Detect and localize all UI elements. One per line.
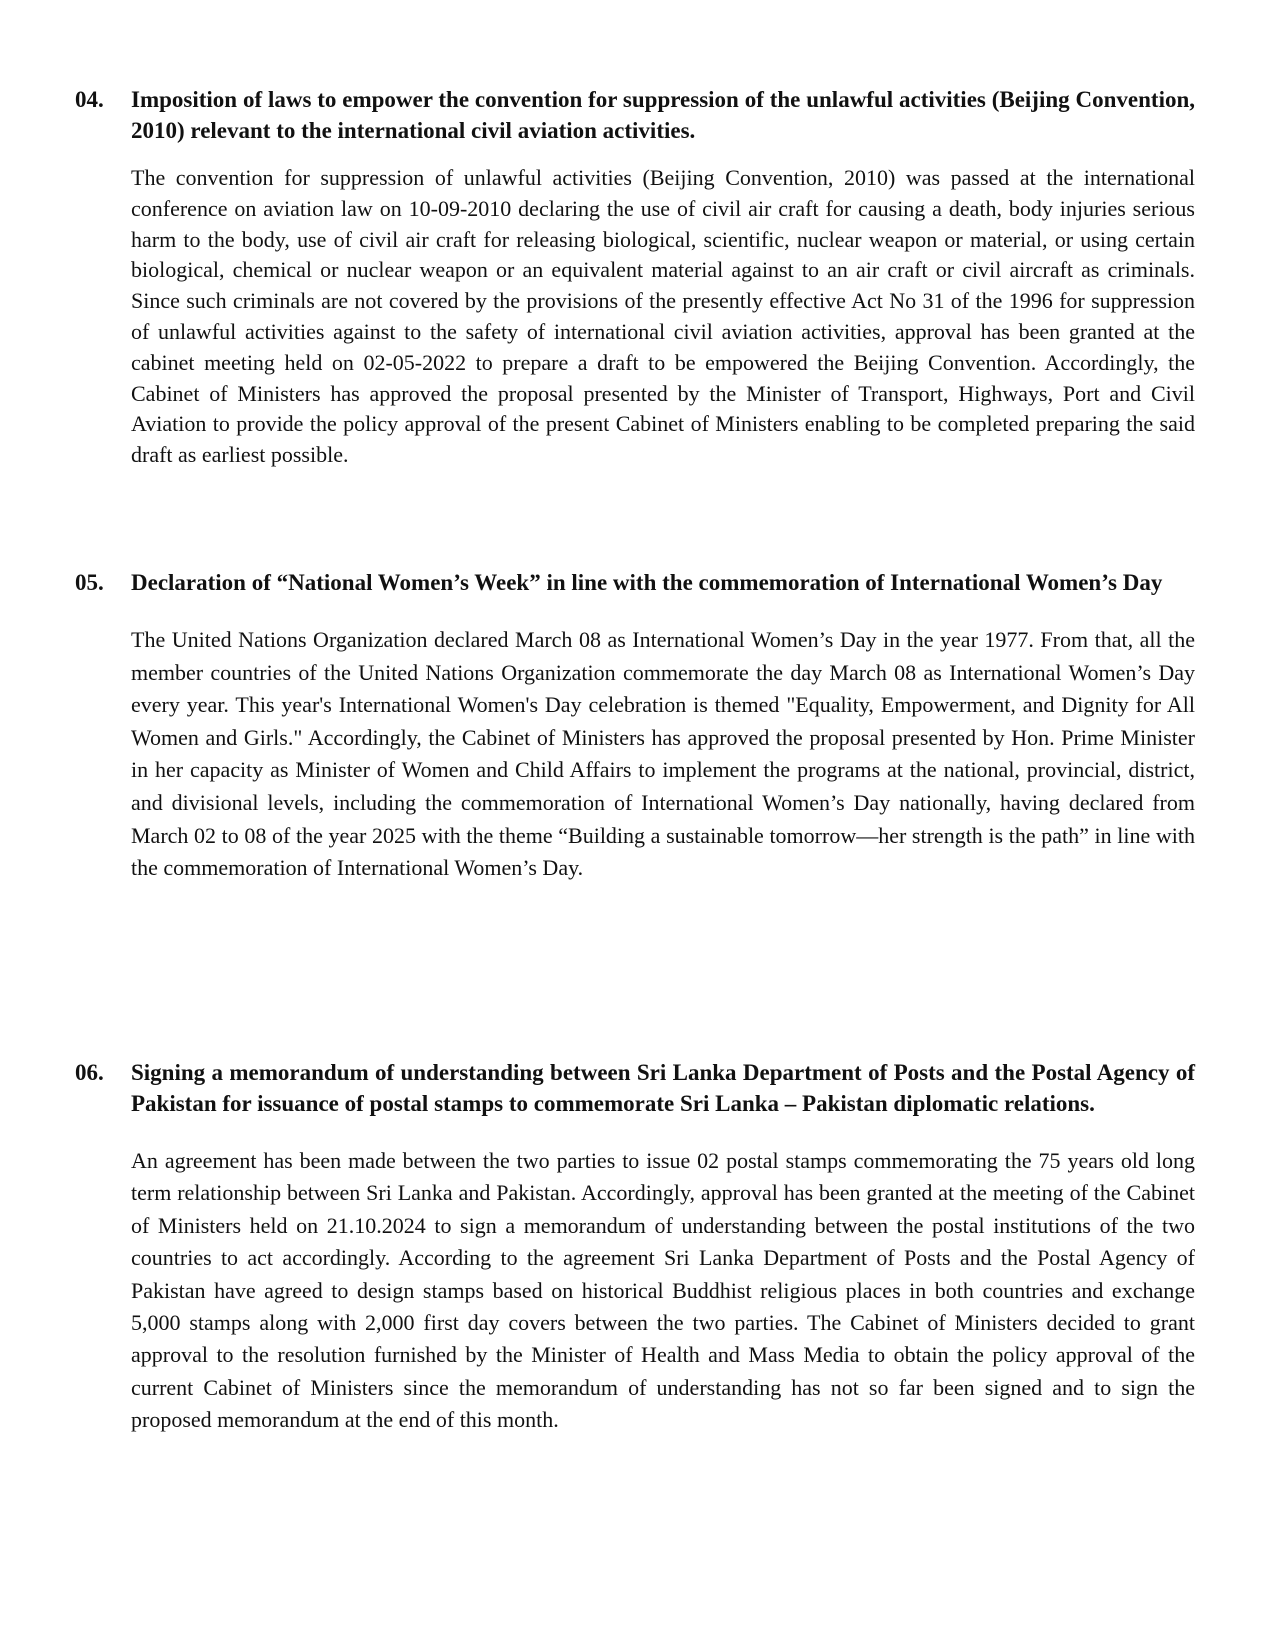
decision-section-06 xyxy=(75,1057,1195,1437)
section-heading xyxy=(75,567,1195,598)
decision-section-04 xyxy=(75,84,1195,471)
section-number: 06. xyxy=(75,1060,104,1085)
decision-section-05 xyxy=(75,567,1195,885)
section-heading xyxy=(75,1057,1195,1119)
section-body: The United Nations Organization declared March 08 as International Women’s Day in the year 1977. From that, all the member countries of the United Nations Organization commemorate the day March 08 as International Women’s Day every year. This year's International Women's Day celebration is themed "Equality, Empowerment, and Dignity for All Women and Girls." Accordingly, the Cabinet of Ministers has approved the proposal presented by Hon. Prime Minister in her capacity as Minister of Women and Child Affairs to implement the programs at the national, provincial, district, and divisional levels, including the commemoration of International Women’s Day nationally, having declared from March 02 to 08 of the year 2025 with the theme “Building a sustainable tomorrow—her strength is the path” in line with the commemoration of International Women’s Day. xyxy=(131,627,1195,881)
section-number: 05. xyxy=(75,570,104,595)
section-title: Signing a memorandum of understanding between Sri Lanka Department of Posts and the Postal Agency of Pakistan for issuance of postal stamps to commemorate Sri Lanka – Pakistan diplomatic relations. xyxy=(131,1060,1195,1116)
section-body: The convention for suppression of unlawful activities (Beijing Convention, 2010) was passed at the international conference on aviation law on 10-09-2010 declaring the use of civil air craft for causing a death, body injuries serious harm to the body, use of civil air craft for releasing biological, scientific, nuclear weapon or material, or using certain biological, chemical or nuclear weapon or an equivalent material against to an air craft or civil aircraft as criminals. Since such criminals are not covered by the provisions of the presently effective Act No 31 of the 1996 for suppression of unlawful activities against to the safety of international civil aviation activities, approval has been granted at the cabinet meeting held on 02-05-2022 to prepare a draft to be empowered the Beijing Convention. Accordingly, the Cabinet of Ministers has approved the proposal presented by the Minister of Transport, Highways, Port and Civil Aviation to provide the policy approval of the present Cabinet of Ministers enabling to be completed preparing the said draft as earliest possible. xyxy=(131,165,1195,468)
section-number: 04. xyxy=(75,87,104,112)
section-title: Imposition of laws to empower the convention for suppression of the unlawful activities (Beijing Convention, 2010) relevant to the international civil aviation activities. xyxy=(131,87,1195,143)
section-heading xyxy=(75,84,1195,146)
section-body: An agreement has been made between the two parties to issue 02 postal stamps commemorating the 75 years old long term relationship between Sri Lanka and Pakistan. Accordingly, approval has been granted at the meeting of the Cabinet of Ministers held on 21.10.2024 to sign a memorandum of understanding between the postal institutions of the two countries to act accordingly. According to the agreement Sri Lanka Department of Posts and the Postal Agency of Pakistan have agreed to design stamps based on historical Buddhist religious places in both countries and exchange 5,000 stamps along with 2,000 first day covers between the two parties. The Cabinet of Ministers decided to grant approval to the resolution furnished by the Minister of Health and Mass Media to obtain the policy approval of the current Cabinet of Ministers since the memorandum of understanding has not so far been signed and to sign the proposed memorandum at the end of this month. xyxy=(131,1148,1195,1433)
section-title: Declaration of “National Women’s Week” in line with the commemoration of International Women’s Day xyxy=(131,570,1163,595)
